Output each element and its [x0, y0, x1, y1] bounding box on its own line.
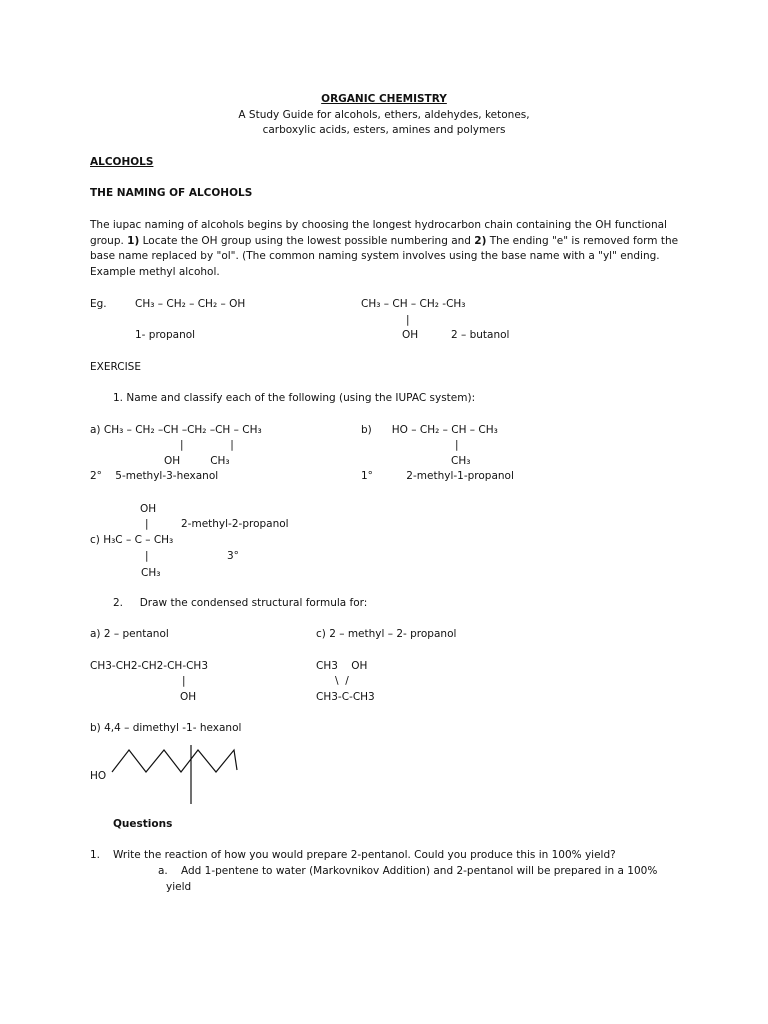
- example-1-formula: CH₃ – CH₂ – CH₂ – OH: [135, 298, 246, 310]
- exercise-question-2: 2. Draw the condensed structural formula for:: [113, 597, 368, 609]
- exercise-a-substituents: OH CH₃: [164, 455, 230, 467]
- skeletal-ho-label: HO: [90, 770, 107, 782]
- example-2-bond: |: [406, 314, 410, 326]
- exercise-a-formula: a) CH₃ – CH₂ –CH –CH₂ –CH – CH₃: [90, 424, 262, 436]
- eg-label: Eg.: [90, 298, 107, 310]
- exercise-c-ch3: CH₃: [141, 567, 161, 579]
- exercise-c-oh: OH: [140, 503, 157, 515]
- question-1a-line-2: yield: [166, 881, 192, 893]
- exercise-2c-top: CH3 OH: [316, 660, 368, 672]
- exercise-2c-name: c) 2 – methyl – 2- propanol: [316, 628, 457, 640]
- exercise-b-bond: |: [455, 439, 459, 451]
- question-1a-label: a.: [158, 865, 168, 877]
- question-1-text: Write the reaction of how you would prepare 2-pentanol. Could you produce this in 100% yield?: [113, 849, 616, 861]
- exercise-2c-formula: CH3-C-CH3: [316, 691, 375, 703]
- skeletal-main-chain: [112, 750, 237, 772]
- document-title: ORGANIC CHEMISTRY: [321, 93, 447, 105]
- example-2-name: 2 – butanol: [451, 329, 510, 341]
- exercise-question-1: 1. Name and classify each of the following (using the IUPAC system):: [113, 392, 476, 404]
- exercise-c-formula: c) H₃C – C – CH₃: [90, 534, 174, 546]
- exercise-c-bond-bottom: |: [145, 550, 149, 562]
- exercise-2a-formula: CH3-CH2-CH2-CH-CH3: [90, 660, 209, 672]
- exercise-b-substituent: CH₃: [451, 455, 471, 467]
- exercise-2c-bonds: \ /: [335, 675, 349, 687]
- exercise-b-formula: b) HO – CH₂ – CH – CH₃: [361, 424, 498, 436]
- intro-line-3: base name replaced by "ol". (The common naming system involves using the base name with a "yl" ending.: [90, 250, 660, 262]
- intro-line-1: The iupac naming of alcohols begins by choosing the longest hydrocarbon chain containing the OH functional: [90, 219, 667, 231]
- exercise-heading: EXERCISE: [90, 361, 141, 373]
- questions-heading: Questions: [113, 818, 173, 830]
- question-1a-line-1: Add 1-pentene to water (Markovnikov Addition) and 2-pentanol will be prepared in a 100%: [181, 865, 658, 877]
- exercise-b-answer: 1° 2-methyl-1-propanol: [361, 470, 514, 482]
- subsection-heading: THE NAMING OF ALCOHOLS: [90, 187, 253, 199]
- exercise-c-bond-top: |: [145, 518, 149, 530]
- exercise-c-answer: 2-methyl-2-propanol: [181, 518, 289, 530]
- exercise-2a-bond: |: [182, 675, 186, 687]
- intro-line-2: group. 1) Locate the OH group using the lowest possible numbering and 2) The ending "e" is removed form the: [90, 235, 679, 247]
- exercise-2a-name: a) 2 – pentanol: [90, 628, 169, 640]
- document-subtitle-line2: carboxylic acids, esters, amines and polymers: [262, 124, 506, 136]
- intro-line-4: Example methyl alcohol.: [90, 266, 220, 278]
- example-1-name: 1- propanol: [135, 329, 196, 341]
- exercise-2a-oh: OH: [180, 691, 197, 703]
- document-subtitle-line1: A Study Guide for alcohols, ethers, aldehydes, ketones,: [238, 109, 530, 121]
- example-2-formula: CH₃ – CH – CH₂ -CH₃: [361, 298, 466, 310]
- exercise-a-answer: 2° 5-methyl-3-hexanol: [90, 470, 219, 482]
- question-1-number: 1.: [90, 849, 101, 861]
- section-heading: ALCOHOLS: [90, 156, 154, 168]
- exercise-a-bonds: | |: [180, 439, 234, 451]
- exercise-c-degree: 3°: [227, 550, 239, 562]
- example-2-oh: OH: [402, 329, 419, 341]
- exercise-2b-name: b) 4,4 – dimethyl -1- hexanol: [90, 722, 242, 734]
